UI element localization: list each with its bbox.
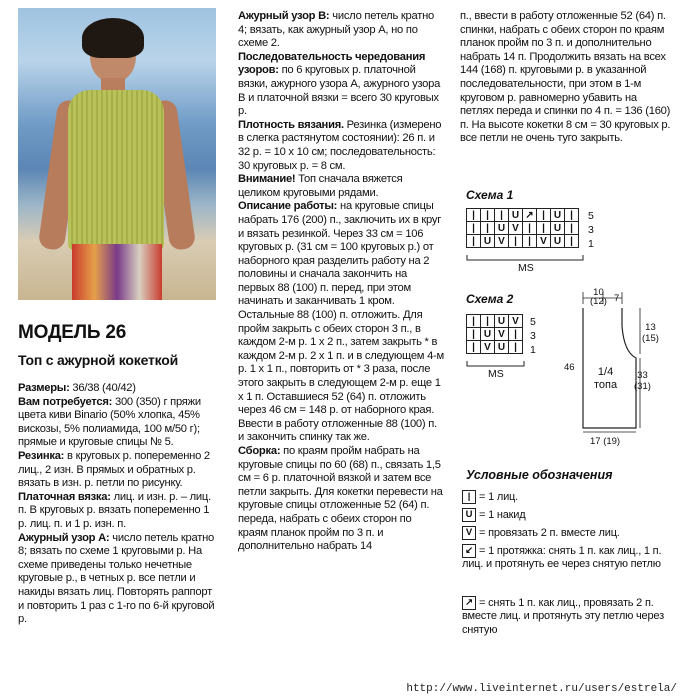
grid-cell: U <box>551 235 565 248</box>
double-decrease-symbol-icon: ↗ <box>462 596 476 610</box>
grid-cell: U <box>481 235 495 248</box>
model-skirt <box>72 244 162 300</box>
col1-para: Вам потребуется: 300 (350) г пряжи цвета киви Binario (50% хлопка, 45% вискозы, 5% полиамида, 100 м/50 г); прямые и круговые спицы № 5. <box>18 395 201 449</box>
knitted-top <box>68 90 164 250</box>
pattern-right-side: 33 (31) <box>634 370 651 392</box>
model-hair <box>82 18 144 58</box>
grid-cell: U <box>551 222 565 235</box>
grid-cell: V <box>509 315 523 328</box>
legend-item: ↗ = снять 1 п. как лиц., провязать 2 п. вместе лиц. и протянуть эту петлю через снятую <box>462 596 664 636</box>
pattern-top-right: 7 <box>614 293 620 304</box>
scheme-1-grid <box>466 208 579 248</box>
legend-item: | = 1 лиц. <box>462 490 672 504</box>
grid-cell: U <box>481 328 495 341</box>
col2-para: Описание работы: на круговые спицы набрать 176 (200) п., заключить их в круг и вязать резинкой. Через 33 см = 106 круговых р. (31 см = 100 круговых р.) от наборного края разделить работу на 2 половины и сначала закончить на первых 88 (100) п. перед, при этом начинать и заканчивать 1 кром. Остальные 88 (100) п. отложить. Для пройм закрыть с обеих сторон 3 п., в каждом 2-м р. 1 х 2 п., затем закрыть * в каждом 2-м р. 2 х 1 п. и в следующем 4-м р. 1 х 1 п., повторить от * 3 раза, после этого закрыть в следующем 2-м р. еще 1 х 1 п. Оставшиеся 52 (64) п. отложить через 46 см = 148 р. от наборного края. Ввести в работу отложенные 88 (100) п. и закончить спинку так же. <box>238 200 444 444</box>
grid-cell: ↗ <box>523 209 537 222</box>
grid-cell: V <box>509 222 523 235</box>
grid-cell: | <box>467 328 481 341</box>
grid-cell: U <box>495 341 509 354</box>
grid-cell: | <box>495 209 509 222</box>
scheme-2-grid <box>466 314 523 354</box>
col1-para: Размеры: 36/38 (40/42) <box>18 382 136 394</box>
pattern-right-top: 13 (15) <box>642 322 659 344</box>
col1-para: Резинка: в круговых р. попеременно 2 лиц., 2 изн. В прямых и обратных р. вязать в изн. р. петли по рисунку. <box>18 449 210 490</box>
grid-cell: | <box>509 235 523 248</box>
grid-cell: U <box>509 209 523 222</box>
col2-para: Плотность вязания. Резинка (измерено в слегка растянутом состоянии): 26 п. и 32 р. = 10 х 10 см; последовательность: 30 круговых р. = 8 см. <box>238 118 442 172</box>
grid-cell: U <box>495 315 509 328</box>
grid-cell: | <box>467 222 481 235</box>
scheme-1-rownum: 1 <box>588 238 594 250</box>
grid-cell: V <box>495 328 509 341</box>
model-title: МОДЕЛЬ 26 <box>18 322 127 343</box>
col2-para: Сборка: по краям пройм набрать на круговые спицы по 60 (68) п., связать 1,5 см = 6 р. платочной вязкой и затем все петли закрыть. Для кокетки перевести на круговые спицы отложенные 52 (64) п. переда, набрать с обеих сторон по краям планок пройм по 3 п. и дополнительно набрать 14 <box>238 445 443 553</box>
col2-para: Внимание! Топ сначала вяжется целиком круговыми рядами. <box>238 173 403 199</box>
column-3 <box>460 10 672 146</box>
column-2 <box>238 10 444 554</box>
scheme-1-rownum: 5 <box>588 210 594 222</box>
model-photo <box>18 8 216 300</box>
scheme-2-ms: MS <box>488 368 504 380</box>
scheme-1-rownum: 3 <box>588 224 594 236</box>
grid-cell: | <box>537 209 551 222</box>
scheme-2-label: Схема 2 <box>466 292 514 306</box>
grid-cell: | <box>509 341 523 354</box>
grid-cell: V <box>537 235 551 248</box>
legend-item: V = провязать 2 п. вместе лиц. <box>462 526 672 540</box>
scheme-2-rownum: 1 <box>530 344 536 356</box>
grid-cell: | <box>523 235 537 248</box>
column-1 <box>18 382 218 627</box>
legend-title: Условные обозначения <box>466 468 613 482</box>
scheme-2-rownum: 3 <box>530 330 536 342</box>
pattern-top-left: 10 (12) <box>590 287 607 307</box>
grid-cell: | <box>509 328 523 341</box>
col1-para: Ажурный узор А: число петель кратно 8; вязать по схеме 1 круговыми р. На схеме приведены только нечетные круговые р., в четных р. все петли и накиды вязать лиц. Повторять раппорт и повторить 1 раз с 1-го по 6-й круговой р. <box>18 531 215 626</box>
scheme-2-rownum: 5 <box>530 316 536 328</box>
grid-cell: | <box>467 209 481 222</box>
grid-cell: | <box>481 315 495 328</box>
grid-cell: | <box>481 222 495 235</box>
grid-cell: | <box>467 341 481 354</box>
col2-para: Ажурный узор В: число петель кратно 4; вязать, как ажурный узор А, но по схеме 2. <box>238 10 435 50</box>
grid-cell: | <box>467 235 481 248</box>
col3-para: п., ввести в работу отложенные 52 (64) п. спинки, набрать с обеих сторон по краям планок пройм по 3 п. и дополнительно набрать 14 п. Продолжить вязать на всех 144 (168) п. круговыми р. в указанной последовательности, при этом в 1-м круговом р. равномерно убавить на петлях переда и спинки по 4 п. = 136 (160) п. На высоте кокетки 8 см = 30 круговых р. все петли не очень туго закрыть. <box>460 10 671 145</box>
legend-item: U = 1 накид <box>462 508 672 522</box>
grid-cell: | <box>523 222 537 235</box>
grid-cell: | <box>467 315 481 328</box>
pattern-bottom: 17 (19) <box>590 436 621 447</box>
grid-cell: | <box>481 209 495 222</box>
grid-cell: V <box>495 235 509 248</box>
source-watermark: http://www.liveinternet.ru/users/estrela/ <box>406 683 677 695</box>
yarn-over-symbol-icon: U <box>462 508 476 522</box>
knit-symbol-icon: | <box>462 490 476 504</box>
grid-cell: | <box>565 222 579 235</box>
k2tog-symbol-icon: V <box>462 526 476 540</box>
legend-item: ↙ = 1 протяжка: снять 1 п. как лиц., 1 п. лиц. и протянуть ее через снятую петлю <box>462 544 662 571</box>
col2-para: Последовательность чередования узоров: по 6 круговых р. платочной вязки, ажурного узора А, ажурного узора В и платочной вязки = всего 30 круговых р. <box>238 50 441 118</box>
grid-cell: U <box>551 209 565 222</box>
slip-decrease-symbol-icon: ↙ <box>462 544 476 558</box>
col1-para: Платочная вязка: лиц. и изн. р. – лиц. п. В круговых р. вязать попеременно 1 р. лиц. п. и 1 р. изн. п. <box>18 490 211 530</box>
scheme-1-ms: MS <box>518 262 534 274</box>
grid-cell: | <box>537 222 551 235</box>
scheme-1-label: Схема 1 <box>466 188 514 202</box>
grid-cell: U <box>495 222 509 235</box>
grid-cell: V <box>481 341 495 354</box>
model-subtitle: Топ с ажурной кокеткой <box>18 352 179 368</box>
grid-cell: | <box>565 235 579 248</box>
pattern-part-label: 1/4 топа <box>594 366 618 391</box>
pattern-height: 46 <box>564 362 575 373</box>
grid-cell: | <box>565 209 579 222</box>
